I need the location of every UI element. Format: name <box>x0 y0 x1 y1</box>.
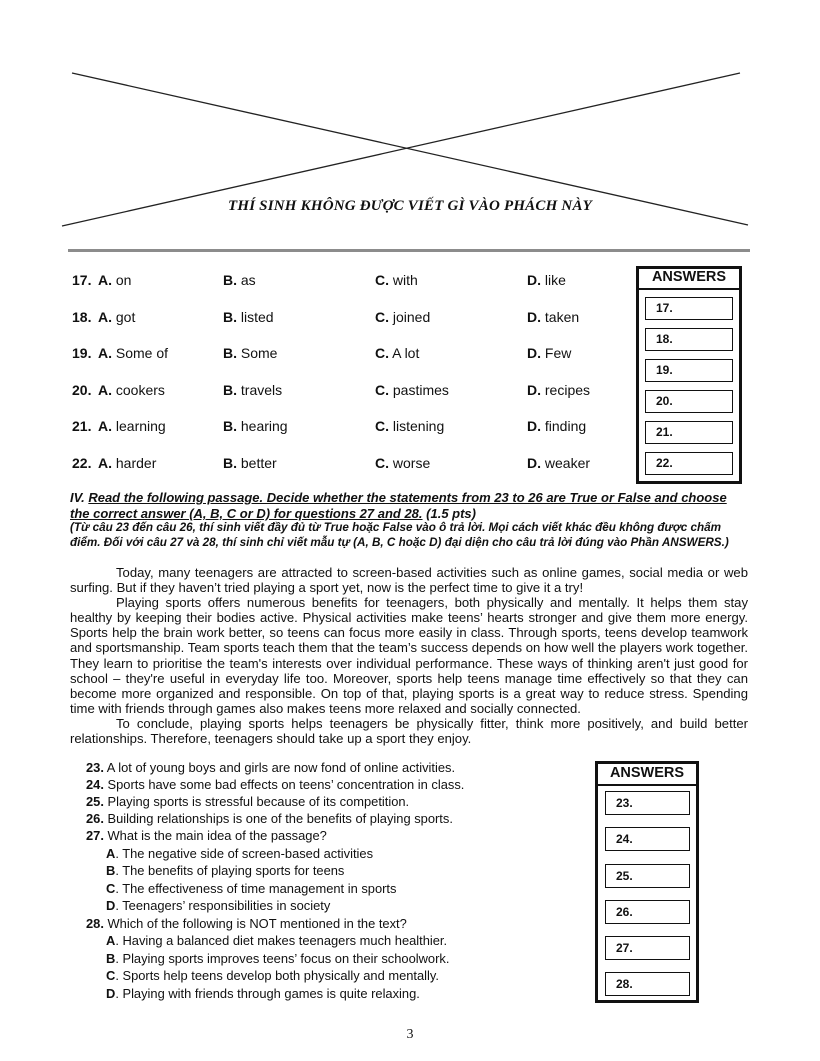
option-letter: C. <box>375 455 389 471</box>
option-letter: A. <box>98 418 112 434</box>
option-text: recipes <box>541 382 591 398</box>
option-c <box>375 309 430 325</box>
option-a <box>98 272 131 288</box>
option-text: . The negative side of screen-based activities <box>115 846 374 861</box>
question-number: 17. <box>72 272 92 288</box>
answer-field-23[interactable]: 23. <box>605 791 690 815</box>
option-text: cookers <box>112 382 165 398</box>
option-text: Some <box>237 345 278 361</box>
option-letter: D <box>106 986 116 1001</box>
option-a <box>98 455 156 471</box>
option-text: like <box>541 272 566 288</box>
answer-field-26[interactable]: 26. <box>605 900 690 924</box>
answer-field-28[interactable]: 28. <box>605 972 690 996</box>
q27-option-b <box>106 863 344 878</box>
question-number: 20. <box>72 382 92 398</box>
option-letter: A <box>106 933 116 948</box>
option-letter: D. <box>527 309 541 325</box>
option-text: . Teenagers’ responsibilities in society <box>115 898 331 913</box>
option-a <box>98 418 166 434</box>
option-letter: B. <box>223 382 237 398</box>
option-text: finding <box>541 418 587 434</box>
statement-text: Sports have some bad effects on teens’ concentration in class. <box>103 777 465 792</box>
option-d <box>527 382 590 398</box>
answer-field-18[interactable]: 18. <box>645 328 733 351</box>
section-iv-note: (Từ câu 23 đến câu 26, thí sinh viết đầy đủ từ True hoặc False vào ô trả lời. Mọi cách viết khác đều không được chấm điểm. Đối với câu 27 và 28, thí sinh chỉ viết mẫu tự (A, B, C hoặc D) đại diện cho câu trả lời đúng vào Phần ANSWERS.) <box>70 521 729 549</box>
option-letter: C. <box>375 309 389 325</box>
option-letter: C <box>106 968 116 983</box>
option-d <box>527 418 586 434</box>
q27-option-d <box>106 898 330 913</box>
option-letter: D. <box>527 272 541 288</box>
question-number: 26. <box>86 811 104 826</box>
option-letter: B. <box>223 309 237 325</box>
option-b <box>223 382 282 398</box>
header-divider <box>68 249 750 252</box>
answers-box-title-divider <box>639 288 739 290</box>
answer-field-19[interactable]: 19. <box>645 359 733 382</box>
option-text: better <box>237 455 277 471</box>
option-text: . The effectiveness of time management in sports <box>115 881 397 896</box>
passage-paragraph-3: To conclude, playing sports helps teenagers be physically fitter, think more positively, and build better relationships. Therefore, teenagers should take up a sport they enjoy. <box>70 715 748 747</box>
option-letter: C. <box>375 418 389 434</box>
option-text: taken <box>541 309 580 325</box>
statement-text: Playing sports is stressful because of its competition. <box>103 794 410 809</box>
option-text: learning <box>112 418 166 434</box>
header-note: THÍ SINH KHÔNG ĐƯỢC VIẾT GÌ VÀO PHÁCH NÀY <box>227 198 593 214</box>
option-b <box>223 272 256 288</box>
reading-passage <box>70 565 748 746</box>
option-d <box>527 309 579 325</box>
option-b <box>223 309 274 325</box>
option-text: pastimes <box>389 382 449 398</box>
option-letter: A. <box>98 272 112 288</box>
statement-text: Building relationships is one of the benefits of playing sports. <box>103 811 453 826</box>
option-letter: A. <box>98 345 112 361</box>
answer-field-21[interactable]: 21. <box>645 421 733 444</box>
option-text: weaker <box>541 455 591 471</box>
answer-field-25[interactable]: 25. <box>605 864 690 888</box>
question-number: 23. <box>86 760 104 775</box>
option-c <box>375 418 444 434</box>
option-letter: C. <box>375 272 389 288</box>
option-letter: C. <box>375 345 389 361</box>
q28-option-b <box>106 951 449 966</box>
option-letter: B. <box>223 345 237 361</box>
option-letter: A. <box>98 382 112 398</box>
option-a <box>98 382 165 398</box>
option-c <box>375 382 449 398</box>
answers-box-23-28 <box>595 761 699 1003</box>
option-letter: D. <box>527 418 541 434</box>
option-text: Some of <box>112 345 169 361</box>
option-text: listening <box>389 418 445 434</box>
answer-field-24[interactable]: 24. <box>605 827 690 851</box>
answers-box-title: ANSWERS <box>609 765 685 781</box>
option-text: Few <box>541 345 572 361</box>
option-letter: C <box>106 881 116 896</box>
q28-option-d <box>106 986 420 1001</box>
question-27 <box>86 828 327 843</box>
answers-box-title: ANSWERS <box>651 269 727 285</box>
question-number: 21. <box>72 418 92 434</box>
question-number: 22. <box>72 455 92 471</box>
option-b <box>223 418 288 434</box>
option-d <box>527 345 571 361</box>
option-text: as <box>237 272 256 288</box>
section-points: (1.5 pts) <box>422 506 476 521</box>
option-b <box>223 455 277 471</box>
option-text: harder <box>112 455 157 471</box>
q28-option-a <box>106 933 447 948</box>
option-letter: B. <box>223 455 237 471</box>
option-text: travels <box>237 382 283 398</box>
question-number: 19. <box>72 345 92 361</box>
option-letter: B. <box>223 272 237 288</box>
question-number: 28. <box>86 916 104 931</box>
question-number: 27. <box>86 828 104 843</box>
option-c <box>375 272 418 288</box>
question-number: 25. <box>86 794 104 809</box>
option-a <box>98 309 135 325</box>
option-letter: B. <box>223 418 237 434</box>
option-d <box>527 455 590 471</box>
option-text: . Sports help teens develop both physically and mentally. <box>115 968 439 983</box>
q27-option-a <box>106 846 373 861</box>
option-letter: B <box>106 863 116 878</box>
option-letter: D. <box>527 382 541 398</box>
answer-field-22[interactable]: 22. <box>645 452 733 475</box>
answer-field-20[interactable]: 20. <box>645 390 733 413</box>
q28-option-c <box>106 968 439 983</box>
option-letter: D <box>106 898 116 913</box>
passage-paragraph-2: Playing sports offers numerous benefits for teenagers, both physically and mentally. It helps them stay healthy by keeping their bodies active. Physical activities make teens’ hearts stronger and give them more energy. Sports help the brain work better, so teens can focus more easily in class. Through sports, teens develop teamwork and sportsmanship. Team sports teach them that the team’s success depends on how well the players work together. They learn to prioritise the team's interests over individual performance. These ways of thinking aren't just good for school – they're useful in everyday life too. Moreover, sports help teens manage time effectively so that they can become more organized and responsible. On top of that, playing sports is a great way to reduce stress. Spending time with friends through games also makes teens more relaxed and socially connected. <box>70 595 748 716</box>
option-text: listed <box>237 309 274 325</box>
option-text: with <box>389 272 418 288</box>
option-d <box>527 272 566 288</box>
answer-field-17[interactable]: 17. <box>645 297 733 320</box>
question-number: 18. <box>72 309 92 325</box>
option-letter: A. <box>98 455 112 471</box>
option-c <box>375 455 430 471</box>
question-28 <box>86 916 407 931</box>
option-a <box>98 345 168 361</box>
answer-field-27[interactable]: 27. <box>605 936 690 960</box>
q27-option-c <box>106 881 396 896</box>
option-text: . Playing sports improves teens’ focus on their schoolwork. <box>115 951 450 966</box>
option-letter: D. <box>527 455 541 471</box>
statement-25 <box>86 794 409 809</box>
option-text: got <box>112 309 136 325</box>
option-c <box>375 345 419 361</box>
statement-23 <box>86 760 455 775</box>
option-letter: A <box>106 846 116 861</box>
question-number: 24. <box>86 777 104 792</box>
option-text: . Having a balanced diet makes teenagers much healthier. <box>115 933 448 948</box>
option-text: . Playing with friends through games is quite relaxing. <box>115 986 420 1001</box>
statement-26 <box>86 811 453 826</box>
option-text: hearing <box>237 418 288 434</box>
passage-paragraph-1: Today, many teenagers are attracted to screen-based activities such as online games, social media or web surfing. But if they haven’t tried playing a sport yet, now is the perfect time to give it a try! <box>70 565 748 596</box>
section-number: IV. <box>70 490 89 505</box>
option-text: on <box>112 272 132 288</box>
option-letter: A. <box>98 309 112 325</box>
option-text: A lot <box>389 345 420 361</box>
question-text: Which of the following is NOT mentioned in the text? <box>103 916 407 931</box>
option-text: . The benefits of playing sports for teens <box>115 863 345 878</box>
option-letter: D. <box>527 345 541 361</box>
answers-box-title-divider <box>598 784 696 786</box>
section-iv-title <box>70 490 742 522</box>
question-text: What is the main idea of the passage? <box>103 828 327 843</box>
page-number: 3 <box>406 1027 414 1042</box>
answers-box-17-22 <box>636 266 742 484</box>
section-instruction: Read the following passage. Decide whether the statements from 23 to 26 are True or False and choose the correct answer (A, B, C or D) for questions 27 and 28. <box>70 490 727 521</box>
option-b <box>223 345 277 361</box>
option-text: worse <box>389 455 431 471</box>
option-letter: C. <box>375 382 389 398</box>
option-text: joined <box>389 309 431 325</box>
option-letter: B <box>106 951 116 966</box>
statement-24 <box>86 777 464 792</box>
statement-text: A lot of young boys and girls are now fond of online activities. <box>103 760 456 775</box>
